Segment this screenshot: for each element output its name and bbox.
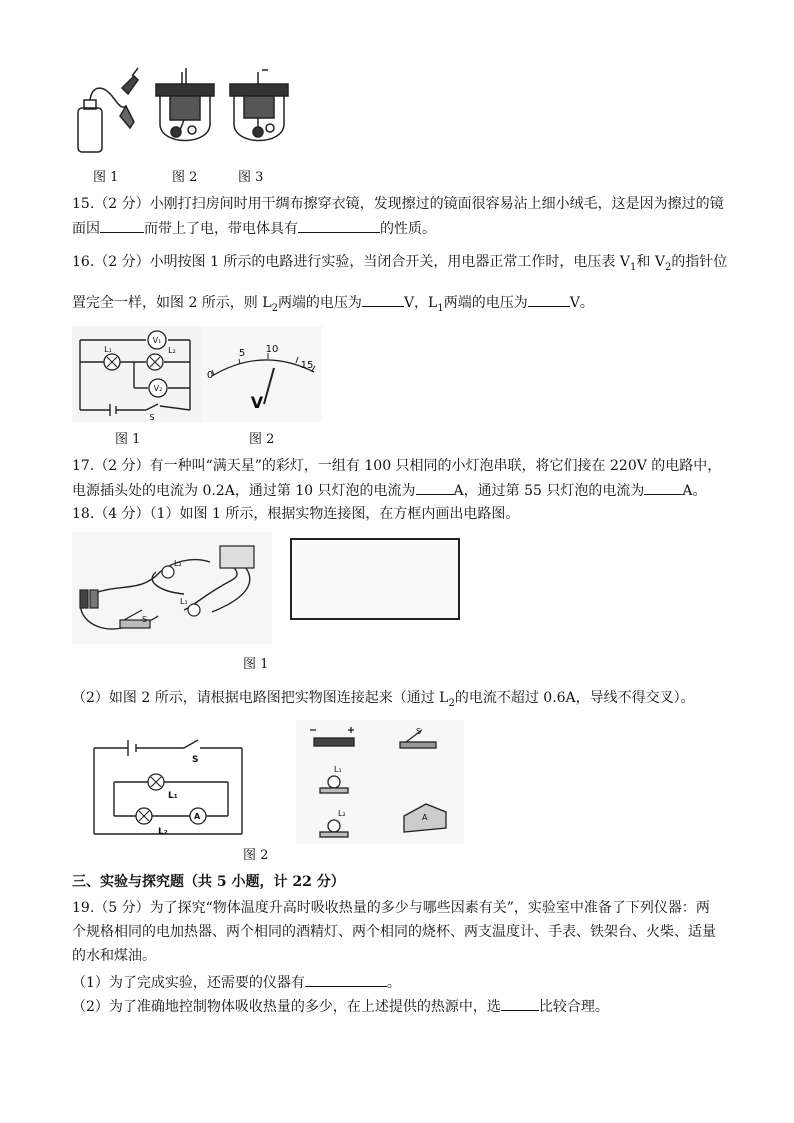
q16-sub-3: 2	[271, 302, 278, 314]
s-label: S	[416, 727, 422, 736]
q18-answer-box[interactable]	[290, 538, 460, 620]
battery-cell-icon	[80, 590, 88, 608]
q19-line1: 19.（5 分）为了探究“物体温度升高时吸收热量的多少与哪些因素有关”，实验室中准备了下列仪器：两	[72, 900, 710, 916]
q18-line1: 18.（4 分）（1）如图 1 所示，根据实物连接图，在方框内画出电路图。	[72, 506, 520, 522]
q16-text-d: 置完全一样，如图 2 所示，则 L	[72, 295, 272, 311]
q18-fig1-caption: 图 1	[243, 657, 269, 672]
ammeter-label: A	[422, 813, 428, 822]
switch-icon	[400, 742, 436, 748]
s-label: S	[142, 615, 148, 624]
q18-sub: 2	[448, 697, 455, 709]
q18-line2	[72, 688, 695, 714]
q16-line1	[72, 252, 727, 278]
bottle-figure	[78, 68, 138, 152]
q16-text-h: V。	[569, 295, 594, 311]
q16-text-f: V，L	[403, 295, 438, 311]
section-3-title: 三、实验与探究题（共 5 小题，计 22 分）	[72, 874, 345, 890]
q16-sub-4: 1	[437, 302, 444, 314]
q19-sub1-end: 。	[386, 975, 401, 991]
battery-cell-icon	[90, 590, 98, 608]
voltmeter-icon	[220, 546, 254, 568]
dial-tick-15: 15	[300, 360, 314, 371]
battery-icon	[314, 738, 354, 746]
q15-text-b: 而带上了电，带电体具有	[144, 221, 298, 237]
q16-text-c: 的指针位	[671, 254, 728, 270]
q16-voltmeter-dial	[202, 326, 322, 422]
q18-circuit-diagram	[80, 734, 256, 844]
ammeter-label: A	[194, 812, 201, 821]
lamp-l2-icon	[162, 566, 174, 578]
q16-sub-1: 1	[630, 261, 637, 273]
l1-label: L₁	[334, 765, 342, 774]
q19-sub2-end: 比较合理。	[538, 999, 609, 1015]
dial-tick-10: 10	[265, 344, 279, 355]
q19-sub2-text: （2）为了准确地控制物体吸收热量的多少，在上述提供的热源中，选	[72, 999, 501, 1015]
q18-text-a: （2）如图 2 所示，请根据电路图把实物图连接起来（通过 L	[72, 690, 449, 706]
figure-row-top	[72, 66, 302, 162]
lamp-l1-icon	[328, 776, 340, 788]
dial-unit: V	[250, 393, 264, 412]
q15-blank-1[interactable]	[100, 218, 144, 233]
fig3-caption: 图 3	[238, 170, 264, 185]
q16-sub-2: 2	[664, 261, 672, 273]
q17-blank-1[interactable]	[416, 480, 454, 495]
q19-sub1-text: （1）为了完成实验，还需要的仪器有	[72, 975, 305, 991]
q17-text-a: 电源插头处的电流为 0.2A，通过第 10 只灯泡的电流为	[72, 483, 416, 499]
fig1-caption: 图 1	[93, 170, 119, 185]
v1-label: V₁	[152, 336, 162, 345]
q15-text-a: 面因	[72, 221, 100, 237]
q18-physical-wiring	[72, 532, 272, 644]
q18-fig2-caption: 图 2	[243, 848, 269, 863]
q15-line1: 15.（2 分）小刚打扫房间时用干绸布擦穿衣镜，发现擦过的镜面很容易沾上细小绒毛，这是因为擦过的镜	[72, 196, 724, 212]
dial-tick-0: 0	[206, 370, 214, 381]
q18-text-b: 的电流不超过 0.6A，导线不得交叉）。	[454, 690, 695, 706]
q17-blank-2[interactable]	[644, 480, 682, 495]
lamp-l2-icon	[328, 820, 340, 832]
q15-line2	[72, 218, 436, 239]
q16-text-a: 16.（2 分）小明按图 1 所示的电路进行实验，当闭合开关，用电器正常工作时，电压表 V	[72, 254, 630, 270]
q16-circuit-diagram	[72, 326, 202, 422]
q19-blank-2[interactable]	[501, 996, 539, 1011]
q19-line3: 的水和煤油。	[72, 948, 156, 964]
l2-label: L₂	[338, 809, 346, 818]
q17-line2	[72, 480, 707, 501]
q19-line2: 个规格相同的电加热器、两个相同的酒精灯、两个相同的烧杯、两支温度计、手表、铁架台、火柴、适量	[72, 924, 716, 940]
l1-label: L₁	[104, 345, 112, 354]
q17-text-c: A。	[682, 483, 707, 499]
q16-text-g: 两端的电压为	[443, 295, 528, 311]
q17-text-b: A，通过第 55 只灯泡的电流为	[453, 483, 645, 499]
lamp-l1-icon	[188, 604, 200, 616]
engine-figure-3	[230, 70, 288, 141]
l1-label: L₁	[168, 791, 178, 801]
q15-text-c: 的性质。	[380, 221, 436, 237]
q17-line1: 17.（2 分）有一种叫“满天星”的彩灯，一组有 100 只相同的小灯泡串联，将它们接在 220V 的电路中，	[72, 458, 722, 474]
q16-blank-1[interactable]	[362, 292, 404, 307]
q16-text-b: 和 V	[636, 254, 665, 270]
v2-label: V₂	[153, 384, 163, 393]
q16-line2	[72, 292, 594, 319]
q19-sub2	[72, 996, 609, 1017]
q16-blank-2[interactable]	[528, 292, 570, 307]
q19-blank-1[interactable]	[305, 972, 387, 987]
s-label: S	[192, 755, 199, 765]
l2-label: L₂	[174, 559, 182, 568]
l1-label: L₁	[180, 597, 188, 606]
l2-label: L₂	[168, 346, 176, 355]
fig2-caption: 图 2	[172, 170, 198, 185]
q16-fig1-caption: 图 1	[115, 432, 141, 447]
l2-label: L₂	[158, 827, 168, 837]
q19-sub1	[72, 972, 401, 993]
q16-fig2-caption: 图 2	[249, 432, 275, 447]
dial-tick-5: 5	[238, 348, 246, 359]
switch-label: S	[149, 413, 155, 422]
q15-blank-2[interactable]	[298, 218, 380, 233]
q18-components	[296, 720, 464, 844]
engine-figure-2	[156, 68, 214, 141]
q16-text-e: 两端的电压为	[277, 295, 362, 311]
